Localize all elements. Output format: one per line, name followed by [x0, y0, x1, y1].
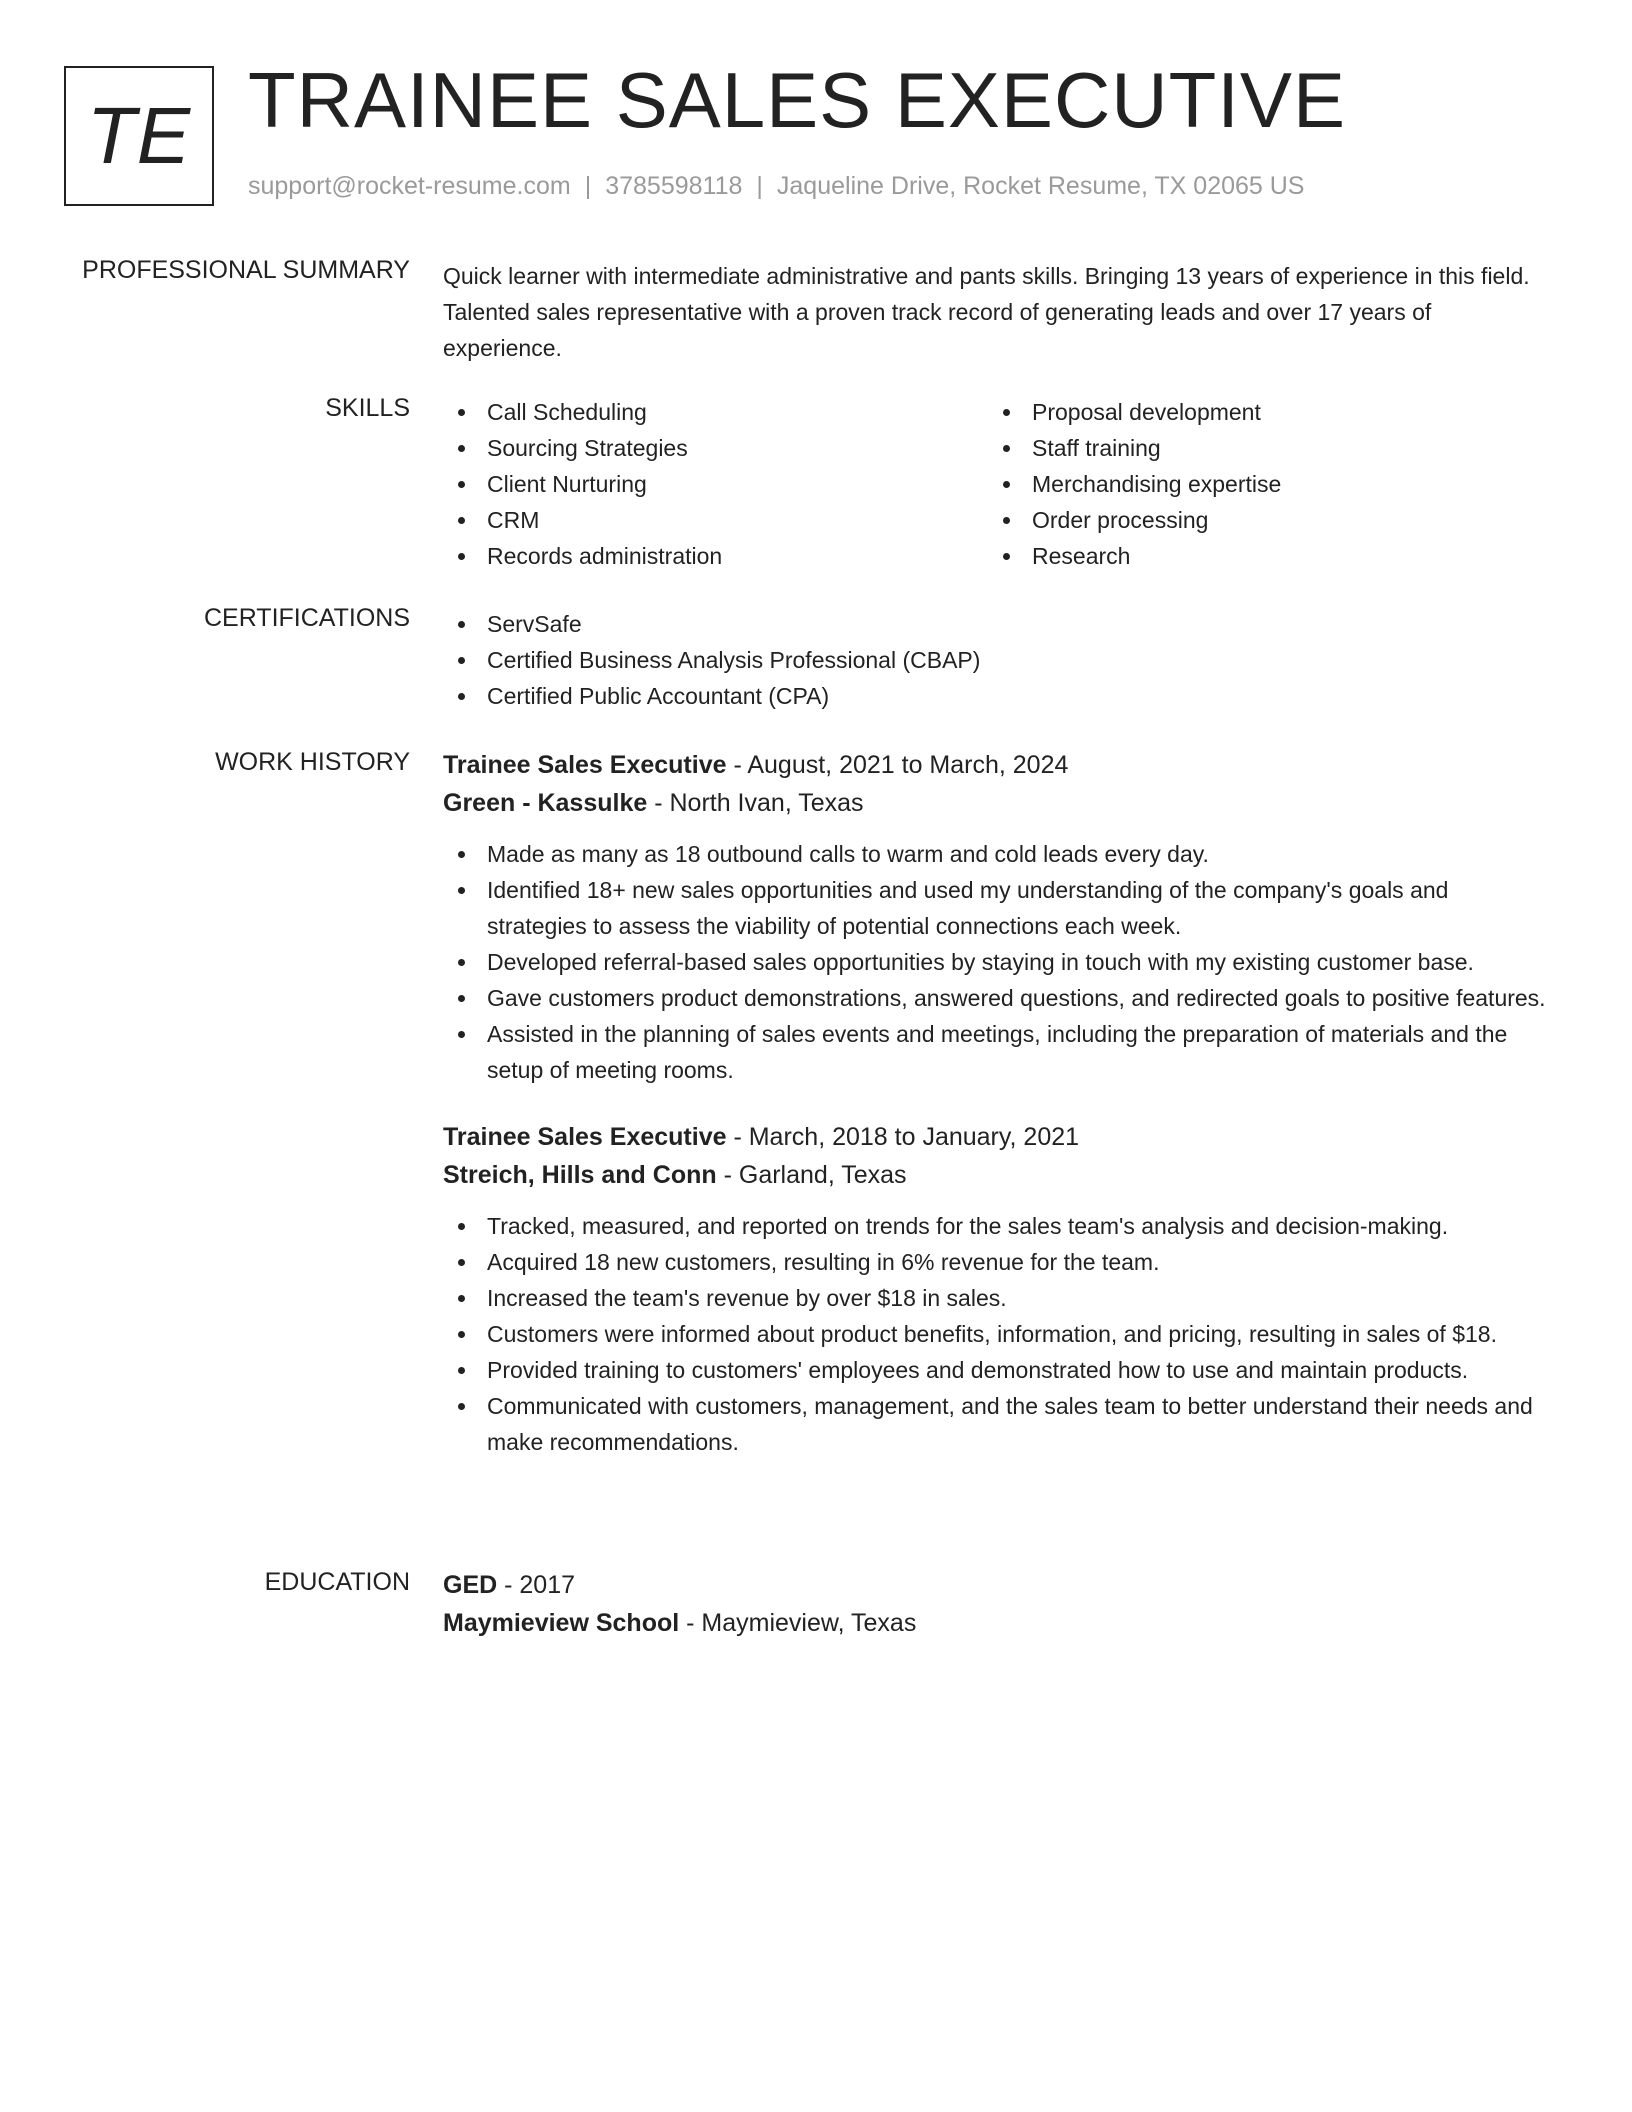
job-company: Green - Kassulke: [443, 789, 648, 817]
job-location: - North Ivan, Texas: [647, 789, 864, 817]
job-dates: - August, 2021 to March, 2024: [726, 751, 1069, 779]
job-bullet: Assisted in the planning of sales events and meetings, including the preparation of materials and the setup of meeting rooms.: [443, 1016, 1553, 1088]
education-location: - Maymieview, Texas: [679, 1609, 917, 1637]
skill-item: Merchandising expertise: [988, 466, 1533, 502]
education-degree: GED: [443, 1571, 498, 1599]
job-company-line: [443, 1156, 1553, 1194]
job-title-line: [443, 746, 1553, 784]
job-bullet: Increased the team's revenue by over $18 in sales.: [443, 1280, 1553, 1316]
education-body: [443, 1566, 1553, 1642]
job-bullet: Gave customers product demonstrations, answered questions, and redirected goals to positive features.: [443, 980, 1553, 1016]
job-title: Trainee Sales Executive: [443, 1123, 727, 1151]
job-bullet-list: [443, 836, 1553, 1088]
section-label-certifications: CERTIFICATIONS: [203, 604, 410, 632]
skills-list-right: [988, 394, 1533, 574]
job-bullet: Made as many as 18 outbound calls to warm and cold leads every day.: [443, 836, 1553, 872]
summary-text: Quick learner with intermediate administrative and pants skills. Bringing 13 years of experience in this field. Talented sales representative with a proven track record of generating leads and over 17 years of experience.: [443, 263, 1530, 361]
job-bullet: Tracked, measured, and reported on trends for the sales team's analysis and decision-making.: [443, 1208, 1553, 1244]
skill-item: Proposal development: [988, 394, 1533, 430]
job-entry: [443, 746, 1553, 1088]
education-year: - 2017: [497, 1571, 576, 1599]
skill-item: Staff training: [988, 430, 1533, 466]
certifications-body: [443, 606, 1553, 714]
job-dates: - March, 2018 to January, 2021: [726, 1123, 1080, 1151]
skill-item: Records administration: [443, 538, 988, 574]
job-company: Streich, Hills and Conn: [443, 1161, 717, 1189]
skill-item: Sourcing Strategies: [443, 430, 988, 466]
job-bullet: Provided training to customers' employees and demonstrated how to use and maintain products.: [443, 1352, 1553, 1388]
certifications-list: [443, 606, 1553, 714]
skills-list-left: [443, 394, 988, 574]
job-title-line: [443, 1118, 1553, 1156]
section-label-summary: PROFESSIONAL SUMMARY: [82, 256, 410, 284]
contact-address: Jaqueline Drive, Rocket Resume, TX 02065 US: [776, 172, 1305, 200]
job-company-line: [443, 784, 1553, 822]
skill-item: Order processing: [988, 502, 1533, 538]
resume-title: TRAINEE SALES EXECUTIVE: [248, 56, 1346, 144]
skill-item: Research: [988, 538, 1533, 574]
summary-body: [443, 258, 1553, 366]
job-bullet: Identified 18+ new sales opportunities and used my understanding of the company's goals and strategies to assess the viability of potential connections each week.: [443, 872, 1553, 944]
work-body: [443, 746, 1553, 1460]
education-degree-line: [443, 1566, 1553, 1604]
contact-line: [248, 172, 1304, 201]
job-location: - Garland, Texas: [716, 1161, 907, 1189]
job-title: Trainee Sales Executive: [443, 751, 727, 779]
job-bullet: Developed referral-based sales opportunities by staying in touch with my existing customer base.: [443, 944, 1553, 980]
skill-item: Client Nurturing: [443, 466, 988, 502]
job-entry: [443, 1118, 1553, 1460]
section-label-education: EDUCATION: [264, 1568, 410, 1596]
section-label-skills: SKILLS: [325, 394, 410, 422]
education-school-line: [443, 1604, 1553, 1642]
contact-separator: |: [584, 172, 592, 200]
job-bullet-list: [443, 1208, 1553, 1460]
monogram-box: [64, 66, 214, 206]
certification-item: ServSafe: [443, 606, 1553, 642]
section-label-work: WORK HISTORY: [215, 748, 410, 776]
contact-phone[interactable]: 3785598118: [605, 172, 743, 200]
skill-item: Call Scheduling: [443, 394, 988, 430]
contact-separator: |: [756, 172, 763, 200]
skills-body: [443, 394, 1553, 574]
skill-item: CRM: [443, 502, 988, 538]
contact-email[interactable]: support@rocket-resume.com: [248, 172, 571, 200]
education-school: Maymieview School: [443, 1609, 680, 1637]
certification-item: Certified Business Analysis Professional (CBAP): [443, 642, 1553, 678]
monogram-initials: TE: [86, 91, 192, 180]
certification-item: Certified Public Accountant (CPA): [443, 678, 1553, 714]
job-bullet: Communicated with customers, management, and the sales team to better understand their needs and make recommendations.: [443, 1388, 1553, 1460]
skills-columns: [443, 394, 1553, 574]
job-bullet: Acquired 18 new customers, resulting in 6% revenue for the team.: [443, 1244, 1553, 1280]
job-bullet: Customers were informed about product benefits, information, and pricing, resulting in sales of $18.: [443, 1316, 1553, 1352]
